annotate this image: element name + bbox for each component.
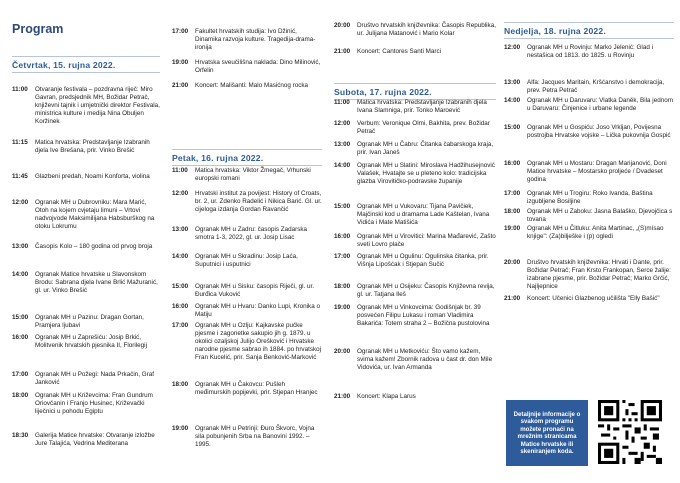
program-item: [12, 243, 160, 251]
program-description: Časopis Kolo – 180 godina od prvog broja: [35, 243, 153, 250]
program-item: [334, 162, 496, 186]
program-time: 15:00: [12, 314, 29, 321]
program-item: [12, 139, 160, 155]
program-time: 14:00: [504, 97, 521, 104]
program-time: 13:00: [172, 226, 189, 233]
program-item: [12, 199, 160, 231]
program-item: [172, 381, 322, 397]
program-time: 18:30: [12, 432, 29, 439]
program-item: [12, 86, 160, 126]
program-description: Ogranak MH u Križevcima: Fran Gundrum Oriovčanin i Franjo Husinec, Križevački liječnici u pohodu Egiptu: [35, 392, 153, 416]
program-item: [12, 271, 160, 295]
program-description: Ogranak MH u Daruvaru: Vlatka Daněk, Bila jednom u Daruvaru: Činjenice i urbane legende: [527, 97, 673, 113]
program-time: 20:00: [334, 22, 351, 29]
day-header-thursday: Četvrtak, 15. rujna 2022.: [12, 56, 160, 73]
program-item: [504, 124, 674, 140]
program-time: 21:00: [504, 295, 521, 302]
program-description: Ogranak MH u Gospiću: Joso Vrkljan, Povijesna postrojba Hrvatske vojske – Lička pukovnija Gospić: [527, 124, 671, 140]
program-item: [504, 225, 674, 241]
program-description: Ogranak MH u Slatini: Miroslava Hadžihusejnović Valašek, Hvatajte se u pleteno kolo: tradicijska glazba Virovitičko-podravske županije: [357, 162, 495, 186]
program-description: Ogranak MH u Pazinu: Dragan Gortan, Pramjera ljubavi: [35, 314, 144, 330]
page-title: Program: [12, 22, 64, 36]
program-item: [334, 233, 496, 249]
program-description: Društvo hrvatskih književnika: Hrvati i Dante, prir. Božidar Petrač; Fran Krsto Frankopan, Serce žalije: izabrane pjesme, prir. Božidar Petrač; Marko Grčić, Najljepnice: [527, 259, 671, 291]
program-description: Ogranak MH u Hvaru: Danko Lupi, Kronika o Matiju: [195, 303, 320, 319]
program-item: [334, 120, 496, 136]
program-description: Koncert: Mališanti: Malo Masićnog rocka: [195, 82, 309, 89]
program-time: 12:00: [334, 120, 351, 127]
program-item: [172, 425, 322, 449]
program-item: [334, 22, 496, 38]
program-description: Ogranak MH u Čabru: Čitanka čabarskoga kraja, prir. Ivan Janeš: [357, 141, 494, 157]
program-time: 13:00: [504, 79, 521, 86]
program-item: [504, 295, 674, 303]
program-description: Fakultet hrvatskih studija: Ivo Džinić, Dinamika razvoja kulture. Tragedija-drama-ironija: [195, 28, 316, 52]
program-time: 21:00: [334, 48, 351, 55]
program-description: Alfa: Jacques Maritain, Kršćanstvo i demokracija, prev. Petra Petrač: [527, 79, 665, 95]
program-item: [504, 160, 674, 184]
program-time: 16:00: [334, 233, 351, 240]
program-item: [504, 208, 674, 224]
program-item: [504, 79, 674, 95]
day-header-sunday: Nedjelja, 18. rujna 2022.: [504, 22, 674, 39]
program-item: [504, 97, 674, 113]
program-item: [12, 334, 160, 350]
program-item: [334, 99, 496, 115]
program-time: 15:00: [334, 203, 351, 210]
program-time: 16:00: [172, 303, 189, 310]
program-description: Ogranak MH u Trogiru: Roko Ivanda, Baština izgubljene Bosiljine: [527, 190, 653, 206]
program-description: Ogranak MH u Vinkovcima: Godišnjak br. 39 posvećen Filipu Lukasu i roman Vladimira Bakarića: Totem straha 2 – Božična pustolovina: [357, 304, 490, 328]
program-description: Ogranak MH u Osijeku: Časopis Književna revija, gl. ur. Tatjana Ileš: [357, 283, 495, 299]
program-description: Hrvatski institut za povijest: History of Croats, br. 2, ur. Zdenko Radelić i Nikica Barić. Gl. ur. cijeloga izdanja Gordan Ravančić: [195, 190, 322, 214]
program-item: [12, 392, 160, 416]
program-description: Koncert: Klapa Larus: [357, 393, 416, 400]
program-time: 11:00: [12, 86, 28, 93]
program-item: [504, 44, 674, 60]
program-description: Koncert: Učenici Glazbenog učilišta "Elly Bašić": [527, 295, 660, 302]
program-time: 19:00: [334, 304, 351, 311]
program-description: Verbum: Veronique Olmi, Bakhita, prev. Božidar Petrač: [357, 120, 490, 136]
program-description: Ogranak MH u Ogulinu: Ogulinska čitanka, prir. Višnja Lipošćak i Stjepan Sučić: [357, 253, 489, 269]
program-description: Ogranak MH u Petrinji: Đuro Škvorc, Vojna sila pobunjenih Srba na Banovini 1992. – 1995.: [195, 425, 315, 449]
program-item: [504, 190, 674, 206]
program-item: [334, 203, 496, 227]
program-time: 17:00: [172, 28, 189, 35]
program-description: Ogranak MH u Čakovcu: Pušleh međimurskih popijevki, prir. Stjepan Hranjec: [195, 381, 318, 397]
program-description: Ogranak MH u Dubrovniku: Mara Marić, Otoh na kojem cvjetaju limuni – Vrtovi nadvojvode Maksimilijana Habsburškog na otoku Lokrumu: [35, 199, 155, 231]
program-description: Ogranak MH u Zadru: časopis Zadarska smotra 1-3, 2022, gl. ur. Josip Lisac: [195, 226, 307, 242]
program-time: 15:00: [504, 124, 521, 131]
program-item: [334, 48, 496, 56]
program-description: Ogranak MH u Zaprešiću: Josip Brkić, Molitvenik hrvatskih pjesnika II, Florilegij: [35, 334, 147, 350]
program-description: Otvaranje festivala – pozdravna riječ: Miro Gavran, predsjednik MH, Božidar Petrač, književni tajnik i umjetnički direktor Festivala, ministrica kulture i medija Nina Obuljen Koržinek: [35, 86, 160, 126]
program-time: 12:00: [12, 199, 29, 206]
program-time: 13:00: [12, 243, 29, 250]
program-item: [172, 253, 322, 269]
program-description: Ogranak MH u Metkoviću: Što vamo kažem, svima kažem! Zbornik radova u čast dr. don Mile Vidovića, ur. Ivan Armanda: [357, 348, 493, 372]
program-description: Matica hrvatska: Viktor Žmegač, Vrhunski europski romani: [195, 167, 311, 183]
program-time: 21:00: [334, 393, 351, 400]
program-time: 17:00: [12, 371, 29, 378]
program-description: Ogranak MH u Vukovaru: Tijana Pavičiek, Majčinski kod u dramama Lade Kaštelan, Ivana Vidića i Mate Matišića: [357, 203, 490, 227]
program-item: [12, 371, 160, 387]
program-item: [12, 314, 160, 330]
program-time: 18:00: [172, 381, 189, 388]
program-description: Koncert: Cantores Santi Marci: [357, 48, 441, 55]
program-description: Ogranak MH u Požegi: Nada Prkačin, Graf Janković: [35, 371, 154, 387]
program-item: [334, 141, 496, 157]
program-description: Hrvatska sveučilišna naklada: Dino Milinović, Orfelin: [195, 59, 321, 75]
program-time: 18:00: [504, 208, 521, 215]
program-description: Ogranak MH u Sisku: časopis Riječi, gl. ur. Đurđica Vuković: [195, 283, 314, 299]
program-description: Galerija Matice hrvatske: Otvaranje izložbe Jure Talajića, Vedrina Mediterana: [35, 432, 155, 448]
program-time: 11:15: [12, 139, 28, 146]
program-item: [172, 322, 322, 362]
program-description: Matica hrvatska: Predstavljanje Izabranih djela Ivana Slamniga, prir. Tonko Maroević: [357, 99, 487, 115]
program-description: Ogranak MH u Virovitici: Marina Mađarević, Zašto sveti Lovro plače: [357, 233, 496, 249]
program-time: 16:00: [12, 334, 29, 341]
program-item: [172, 167, 322, 183]
program-time: 14:00: [172, 253, 189, 260]
program-item: [172, 303, 322, 319]
program-item: [172, 190, 322, 214]
program-description: Društvo hrvatskih književnika: Časopis Republika, ur. Julijana Matanović i Mario Kolar: [357, 22, 496, 38]
program-time: 19:00: [504, 225, 521, 232]
program-item: [172, 28, 322, 52]
program-time: 11:00: [172, 167, 188, 174]
program-item: [504, 259, 674, 291]
program-time: 20:00: [334, 348, 351, 355]
program-item: [334, 393, 496, 401]
day-header-saturday: Subota, 17. rujna 2022.: [334, 83, 496, 100]
program-item: [172, 59, 322, 75]
program-item: [334, 253, 496, 269]
program-time: 21:00: [172, 82, 189, 89]
program-description: Glazbeni predah, Noami Konforta, violina: [35, 173, 150, 180]
program-time: 19:00: [172, 59, 189, 66]
program-description: Ogranak MH u Zaboku: Jasna Balaško, Djevojčica s tovana: [527, 208, 673, 224]
program-description: Ogranak Matice hrvatske u Slavonskom Brodu: Sabrana djela Ivane Brlić Mažuranić, gl. ur. Vinko Brešić: [35, 271, 158, 295]
program-time: 18:00: [334, 283, 351, 290]
program-time: 16:00: [504, 160, 521, 167]
program-time: 11:45: [12, 173, 28, 180]
program-description: Ogranak MH u Skradinu: Josip Laća, Suputnici i usputnici: [195, 253, 298, 269]
program-item: [172, 226, 322, 242]
program-description: Ogranak MH u Čitluku: Anita Martinac, „(S)mísao knjige": (Za)bilješke i (p) ogledi: [527, 225, 664, 241]
qr-info-text: Detaljnije informacije o svakom programu možete pronaći na mrežnim stranicama Matice hrvatske ili skeniranjem koda.: [506, 400, 588, 466]
qr-code-icon[interactable]: [598, 400, 662, 464]
program-time: 17:00: [334, 253, 351, 260]
program-time: 11:00: [334, 99, 350, 106]
program-time: 20:00: [504, 259, 521, 266]
program-time: 15:00: [172, 283, 189, 290]
program-item: [12, 432, 160, 448]
program-item: [172, 82, 322, 90]
program-time: 12:00: [504, 44, 521, 51]
program-time: 17:00: [504, 190, 521, 197]
program-time: 18:00: [12, 392, 29, 399]
program-item: [334, 283, 496, 299]
program-item: [172, 283, 322, 299]
program-description: Ogranak MH u Ozlju: Kajkavske pučke pjesme i zagonetke sakupio jih g. 1879. u okolici ozaljskoj Julijo Orešković i Hrvatske narodne pjesme sabrao ih 1884. po hrvatskoj Fran Kucelić, prir. Sanja Benković-Marković: [195, 322, 322, 362]
program-time: 14:00: [12, 271, 29, 278]
program-time: 12:00: [172, 190, 189, 197]
program-description: Ogranak MH u Rovinju: Marko Jelenić: Glad i nestašica od 1813. do 1825. u Rovinju: [527, 44, 653, 60]
program-time: 13:00: [334, 141, 351, 148]
qr-info-box: [506, 400, 674, 466]
program-time: 17:00: [172, 322, 189, 329]
program-time: 14:00: [334, 162, 351, 169]
program-description: Ogranak MH u Mostaru: Dragan Marijanović, Doni Matice hrvatske – Mostarsko proljeće / Dvadeset godina: [527, 160, 667, 184]
day-header-friday: Petak, 16. rujna 2022.: [172, 149, 322, 166]
program-item: [12, 173, 160, 181]
program-description: Matica hrvatska: Predstavljanje Izabranih djela Ive Brešana, prir. Vinko Brešić: [35, 139, 150, 155]
program-time: 19:00: [172, 425, 189, 432]
program-item: [334, 348, 496, 372]
program-item: [334, 304, 496, 328]
